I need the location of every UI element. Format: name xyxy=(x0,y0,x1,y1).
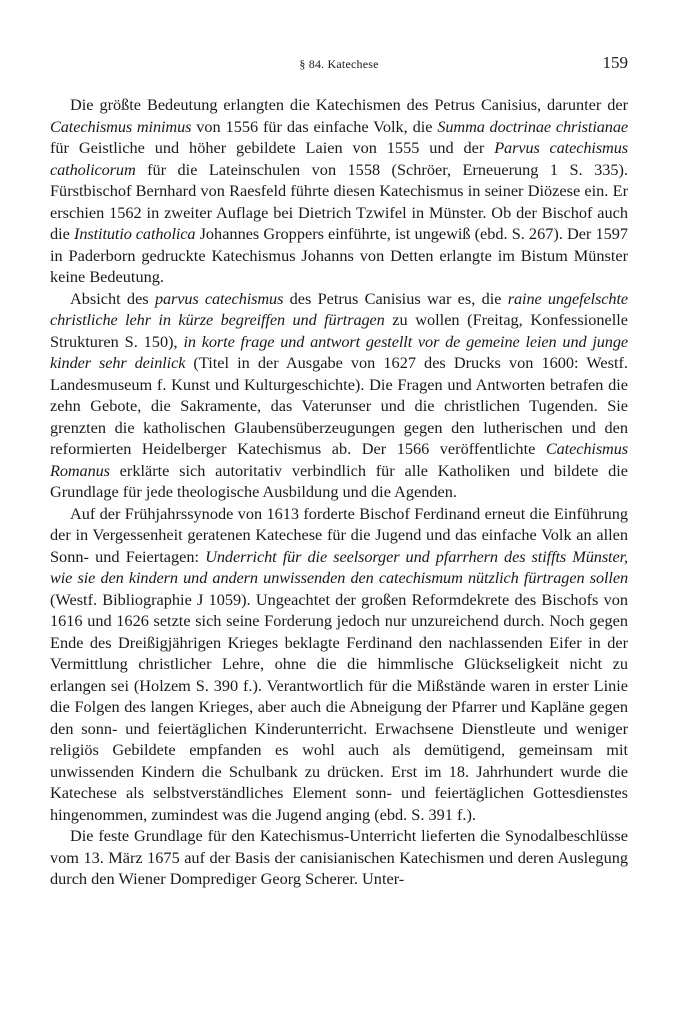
text-run: Die feste Grundlage für den Katechismus-Unterricht lieferten die Synodalbeschlüsse vom 13. März 1675 auf der Basis der canisianischen Katechismen und deren Auslegung durch den Wiener Domprediger Georg Scherer. Unter- xyxy=(50,826,628,888)
italic-citation: Underricht für die seelsorger und pfarrhern des stiffts Münster, wie sie den kindern und andern unwissenden den catechismum nützlich fürtragen sollen xyxy=(50,546,628,587)
italic-citation: Catechismus Romanus xyxy=(50,439,628,480)
italic-citation: parvus catechismus xyxy=(154,288,284,308)
italic-citation: Parvus catechismus catholicorum xyxy=(50,138,628,179)
italic-citation: raine ungefelschte christliche lehr in kürze begreiffen und fürtragen xyxy=(50,288,628,329)
paragraph xyxy=(50,825,628,890)
italic-citation: Summa doctrinae christianae xyxy=(437,116,628,136)
text-run: des Petrus Canisius war es, die xyxy=(283,288,508,308)
text-run: Die größte Bedeutung erlangten die Katechismen des Petrus Canisius, darunter der xyxy=(70,95,628,114)
italic-citation: Catechismus minimus xyxy=(50,116,192,136)
text-run: Auf der Frühjahrssynode von 1613 forderte Bischof Ferdinand erneut die Einführung der in Vergessenheit geratenen Katechese für die Jugend und das einfache Volk an allen Sonn- und Feiertagen: xyxy=(50,503,628,566)
running-head: § 84. Katechese xyxy=(299,57,379,71)
text-run: erklärte sich autoritativ verbindlich für alle Katholiken und bildete die Grundlage für jede theologische Ausbildung und die Agenden. xyxy=(50,460,628,501)
text-run: zu wollen (Freitag, Konfessionelle Strukturen S. 150), xyxy=(50,310,629,351)
text-run: für Geistliche und höher gebildete Laien von 1555 und der xyxy=(50,138,495,157)
paragraph xyxy=(50,94,628,288)
text-run: für die Lateinschulen von 1558 (Schröer, Erneuerung 1 S. 335). Fürstbischof Bernhard von Raesfeld führte diesen Katechismus in seiner Diözese ein. Er erschien 1562 in zweiter Auflage bei Dietrich Tzwifel in Münster. Ob der Bischof auch die xyxy=(50,159,628,243)
italic-citation: Institutio catholica xyxy=(74,224,196,243)
italic-citation: in korte frage und antwort gestellt vor de gemeine leien und junge kinder sehr deinlick xyxy=(50,331,628,372)
paragraph xyxy=(50,503,628,826)
body-text xyxy=(50,94,628,890)
text-run: Johannes Groppers einführte, ist ungewiß (ebd. S. 267). Der 1597 in Paderborn gedruckte Katechismus Johanns von Detten erlangte im Bistum Münster keine Bedeutung. xyxy=(50,224,629,286)
text-run: Absicht des xyxy=(70,288,155,308)
page-number: 159 xyxy=(602,53,628,72)
text-run: von 1556 für das einfache Volk, die xyxy=(191,116,438,136)
paragraph xyxy=(50,288,628,503)
page-header xyxy=(50,53,628,77)
text-run: (Westf. Bibliographie J 1059). Ungeachtet der großen Reformdekrete des Bischofs von 1616 und 1626 setzte sich seine Forderung jedoch nur unzureichend durch. Noch gegen Ende des Dreißigjährigen Krieges beklagte Ferdinand den nachlassenden Eifer in der Vermittlung christlicher Lehre, ohne die die himmlische Glückseligkeit nicht zu erlangen sei (Holzem S. 390 f.). Verantwortlich für die Mißstände waren in erster Linie die Folgen des langen Krieges, aber auch die Abneigung der Pfarrer und Kapläne gegen den sonn- und feiertäglichen Kinderunterricht. Erwachsene Dienstleute und weniger religiös Gebildete empfanden es wohl auch als demütigend, gemeinsam mit unwissenden Kindern die Schulbank zu drücken. Erst im 18. Jahrhundert wurde die Katechese als selbstverständliches Element sonn- und feiertäglichen Gottesdienstes hingenommen, zumindest was die Jugend anging (ebd. S. 391 f.). xyxy=(50,589,628,824)
text-run: (Titel in der Ausgabe von 1627 des Drucks von 1600: Westf. Landesmuseum f. Kunst und Kulturgeschichte). Die Fragen und Antworten betrafen die zehn Gebote, die Sakramente, das Vaterunser und die christlichen Tugenden. Sie grenzten die katholischen Glaubensüberzeugungen gegen den lutherischen und den reformierten Heidelberger Katechismus ab. Der 1566 veröffentlichte xyxy=(50,353,628,458)
